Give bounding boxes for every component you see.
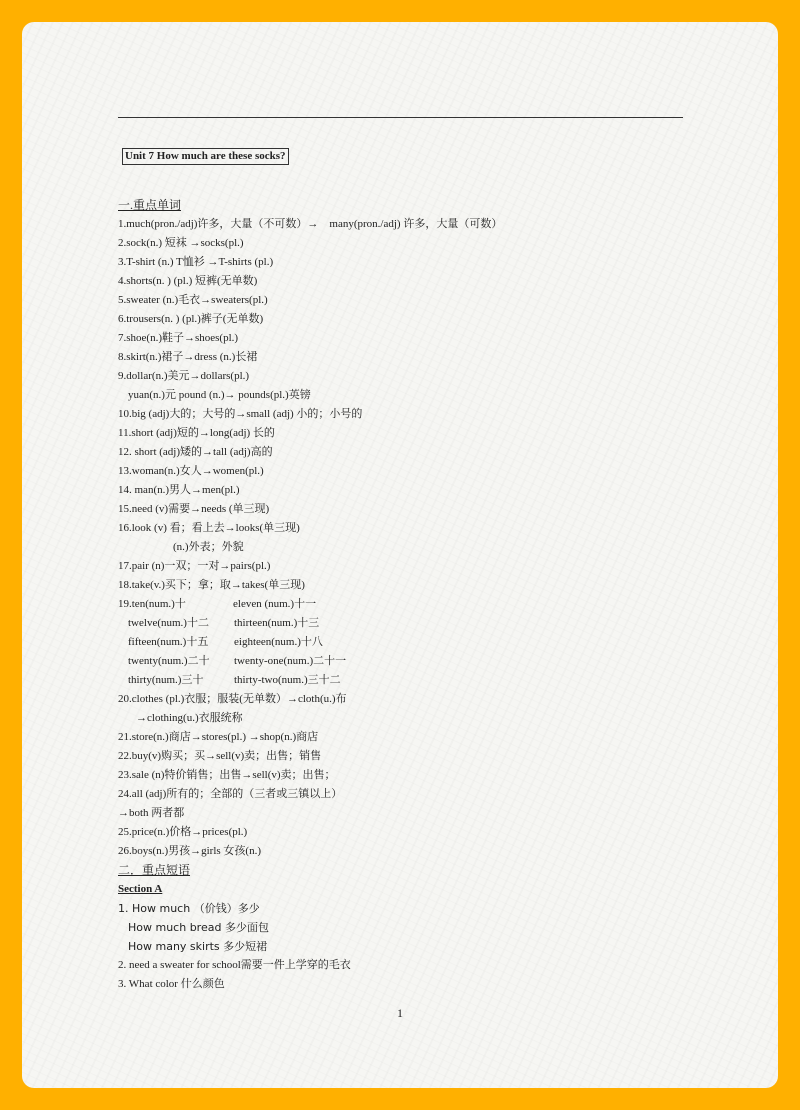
vocab-line: 11.short (adj)短的→long(adj) 长的 <box>118 427 275 439</box>
vocab-line: 3.T-shirt (n.) T恤衫 →T-shirts (pl.) <box>118 256 274 268</box>
number-right: eighteen(num.)十八 <box>234 636 323 648</box>
phrase-line: 1. How much （价钱）多少 <box>118 902 260 915</box>
number-left: twenty(num.)二十 <box>128 655 210 667</box>
vocab-line: 5.sweater (n.)毛衣→sweaters(pl.) <box>118 294 268 306</box>
number-left: thirty(num.)三十 <box>128 674 204 686</box>
number-row <box>118 652 698 671</box>
page-number: 1 <box>397 1006 403 1020</box>
number-right: thirteen(num.)十三 <box>234 617 320 629</box>
section-a-heading: Section A <box>118 883 163 895</box>
number-right: eleven (num.)十一 <box>233 598 317 610</box>
vocab-line: 8.skirt(n.)裙子→dress (n.)长裙 <box>118 351 258 363</box>
vocab-line: 13.woman(n.)女人→women(pl.) <box>118 465 264 477</box>
unit-title: Unit 7 How much are these socks? <box>122 148 289 165</box>
number-right: twenty-one(num.)二十一 <box>234 655 347 667</box>
number-right: thirty-two(num.)三十二 <box>234 674 341 686</box>
vocab-line: 12. short (adj)矮的→tall (adj)高的 <box>118 446 273 458</box>
vocab-line: 4.shorts(n. ) (pl.) 短裤(无单数) <box>118 275 258 287</box>
section-heading-vocab: 一.重点单词 <box>118 198 182 212</box>
vocab-line: 20.clothes (pl.)衣服；服装(无单数）→cloth(u.)布 <box>118 693 347 705</box>
vocab-line: 16.look (v) 看；看上去→looks(单三现) <box>118 522 300 534</box>
number-row <box>118 671 698 690</box>
vocab-line: 24.all (adj)所有的；全部的（三者或三镇以上） <box>118 788 343 800</box>
number-row <box>118 614 698 633</box>
document-body <box>118 172 698 994</box>
phrase-line: How much bread 多少面包 <box>128 921 269 934</box>
vocab-line: 15.need (v)需要→needs (单三现) <box>118 503 270 515</box>
number-left: twelve(num.)十二 <box>128 617 209 629</box>
document-page <box>22 22 778 1088</box>
vocab-line: 22.buy(v)购买；买→sell(v)卖；出售；销售 <box>118 750 322 762</box>
vocab-line: 21.store(n.)商店→stores(pl.) →shop(n.)商店 <box>118 731 319 743</box>
vocab-line: 17.pair (n)一双；一对→pairs(pl.) <box>118 560 271 572</box>
vocab-line: 26.boys(n.)男孩→girls 女孩(n.) <box>118 845 261 857</box>
vocab-line: 7.shoe(n.)鞋子→shoes(pl.) <box>118 332 239 344</box>
phrase-line: 2. need a sweater for school需要一件上学穿的毛衣 <box>118 959 351 971</box>
vocab-line: 18.take(v.)买下；拿；取→takes(单三现) <box>118 579 305 591</box>
number-row <box>118 633 698 652</box>
vocab-line: 9.dollar(n.)美元→dollars(pl.) <box>118 370 250 382</box>
header-rule <box>118 117 683 118</box>
vocab-line: 14. man(n.)男人→men(pl.) <box>118 484 240 496</box>
vocab-line: 1.much(pron./adj)许多，大量（不可数）→ many(pron./adj) 许多，大量（可数） <box>118 218 503 230</box>
phrase-line: How many skirts 多少短裙 <box>128 940 268 953</box>
number-left: fifteen(num.)十五 <box>128 636 209 648</box>
vocab-line: 10.big (adj)大的；大号的→small (adj) 小的；小号的 <box>118 408 363 420</box>
vocab-line: 6.trousers(n. ) (pl.)裤子(无单数) <box>118 313 264 325</box>
number-left: 19.ten(num.)十 <box>118 598 186 610</box>
phrase-line: 3. What color 什么颜色 <box>118 978 225 990</box>
vocab-line: 23.sale (n)特价销售；出售→sell(v)卖；出售； <box>118 769 336 781</box>
vocab-line: 25.price(n.)价格→prices(pl.) <box>118 826 248 838</box>
vocab-line: →both 两者都 <box>118 807 185 819</box>
vocab-line: (n.)外表；外貌 <box>173 541 244 553</box>
section-heading-phrases: 二．重点短语 <box>118 863 191 877</box>
vocab-line: →clothing(u.)衣服统称 <box>136 712 243 724</box>
vocab-line: yuan(n.)元 pound (n.)→ pounds(pl.)英镑 <box>128 389 311 401</box>
vocab-line: 2.sock(n.) 短袜 →socks(pl.) <box>118 237 244 249</box>
number-row <box>118 595 698 614</box>
